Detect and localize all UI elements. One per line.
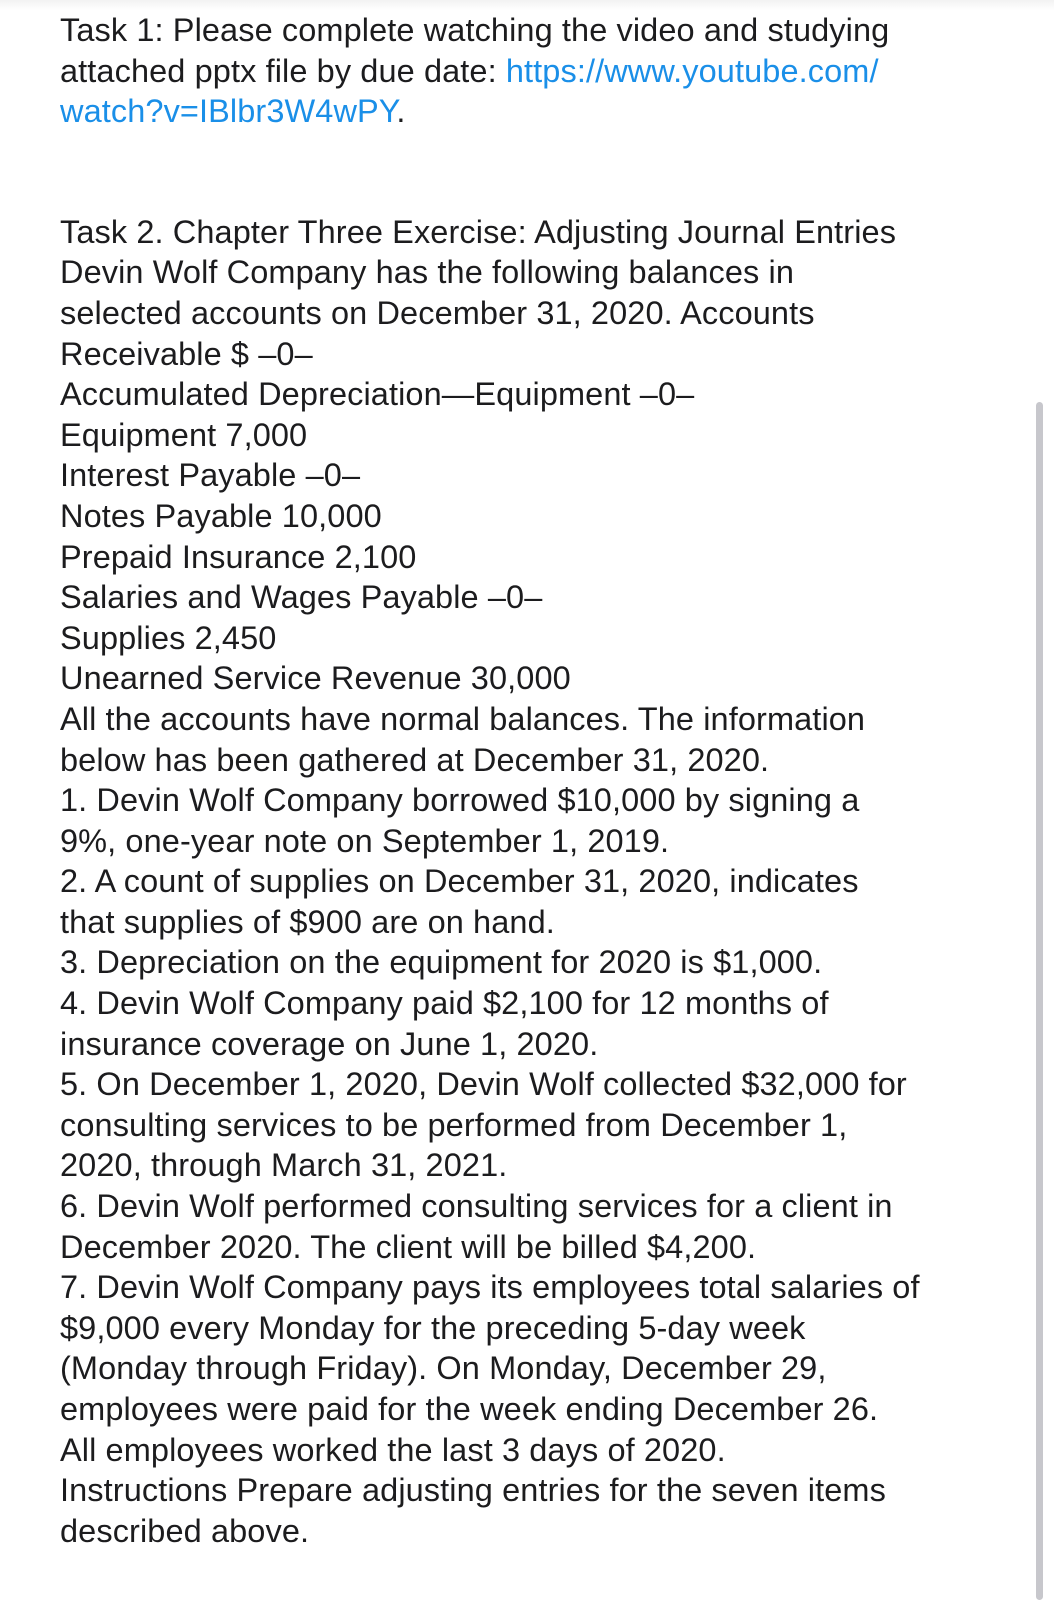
numbered-item-line: 2020, through March 31, 2021.	[60, 1147, 508, 1184]
task2-line: All the accounts have normal balances. The information	[60, 700, 866, 737]
numbered-item-line: (Monday through Friday). On Monday, December 29,	[60, 1350, 827, 1387]
task1-line-1: Task 1: Please complete watching the video and studying	[60, 12, 890, 48]
vertical-scrollbar[interactable]	[1036, 402, 1043, 1600]
numbered-item-line: 5. On December 1, 2020, Devin Wolf collected $32,000 for	[60, 1066, 907, 1103]
numbered-item-line: insurance coverage on June 1, 2020.	[60, 1025, 599, 1062]
task2-line: selected accounts on December 31, 2020. Accounts	[60, 294, 815, 331]
account-balance-line: Salaries and Wages Payable –0–	[60, 579, 543, 616]
numbered-item-line: 6. Devin Wolf performed consulting services for a client in	[60, 1188, 893, 1225]
task2-line: Task 2. Chapter Three Exercise: Adjusting Journal Entries	[60, 213, 897, 250]
numbered-item-line: 9%, one-year note on September 1, 2019.	[60, 822, 670, 859]
numbered-item-line: 1. Devin Wolf Company borrowed $10,000 by signing a	[60, 782, 860, 819]
numbered-item-line: 7. Devin Wolf Company pays its employees total salaries of	[60, 1269, 920, 1306]
account-balance-line: Interest Payable –0–	[60, 457, 361, 494]
numbered-item-line: $9,000 every Monday for the preceding 5-day week	[60, 1309, 806, 1346]
account-balance-line: Prepaid Insurance 2,100	[60, 538, 417, 575]
numbered-item-line: consulting services to be performed from December 1,	[60, 1106, 848, 1143]
numbered-item-line: that supplies of $900 are on hand.	[60, 903, 555, 940]
task1-due-text: attached pptx file by due date:	[60, 52, 506, 89]
task1-paragraph	[60, 10, 1010, 132]
numbered-item-line: All employees worked the last 3 days of 2020.	[60, 1431, 726, 1468]
numbered-item-line: employees were paid for the week ending December 26.	[60, 1391, 879, 1427]
account-balance-line: Accumulated Depreciation—Equipment –0–	[60, 376, 695, 413]
account-balance-line: Supplies 2,450	[60, 619, 277, 656]
task2-line: below has been gathered at December 31, 2020.	[60, 741, 770, 778]
account-balance-line: Equipment 7,000	[60, 416, 308, 453]
youtube-link-part1[interactable]: https://www.youtube.com/	[505, 52, 879, 89]
youtube-link-part2[interactable]: watch?v=IBlbr3W4wPY	[60, 93, 397, 130]
top-edge-shade	[0, 0, 1054, 10]
task1-period: .	[396, 93, 406, 130]
numbered-item-line: 4. Devin Wolf Company paid $2,100 for 12 months of	[60, 985, 829, 1022]
numbered-item-line: 3. Depreciation on the equipment for 2020 is $1,000.	[60, 944, 823, 981]
task1-line-2	[60, 51, 1010, 92]
numbered-item-line: December 2020. The client will be billed $4,200.	[60, 1228, 757, 1265]
account-balance-line: Notes Payable 10,000	[60, 497, 382, 534]
task2-line: Devin Wolf Company has the following balances in	[60, 254, 795, 291]
message-body	[60, 10, 1010, 1551]
task2-paragraph	[60, 212, 1010, 1552]
account-balance-line: Receivable $ –0–	[60, 335, 313, 372]
numbered-item-line: 2. A count of supplies on December 31, 2020, indicates	[60, 863, 859, 900]
instructions-line: Instructions Prepare adjusting entries for the seven items	[60, 1472, 886, 1509]
task1-line-3	[60, 91, 1010, 132]
account-balance-line: Unearned Service Revenue 30,000	[60, 660, 571, 697]
instructions-line: described above.	[60, 1512, 310, 1549]
